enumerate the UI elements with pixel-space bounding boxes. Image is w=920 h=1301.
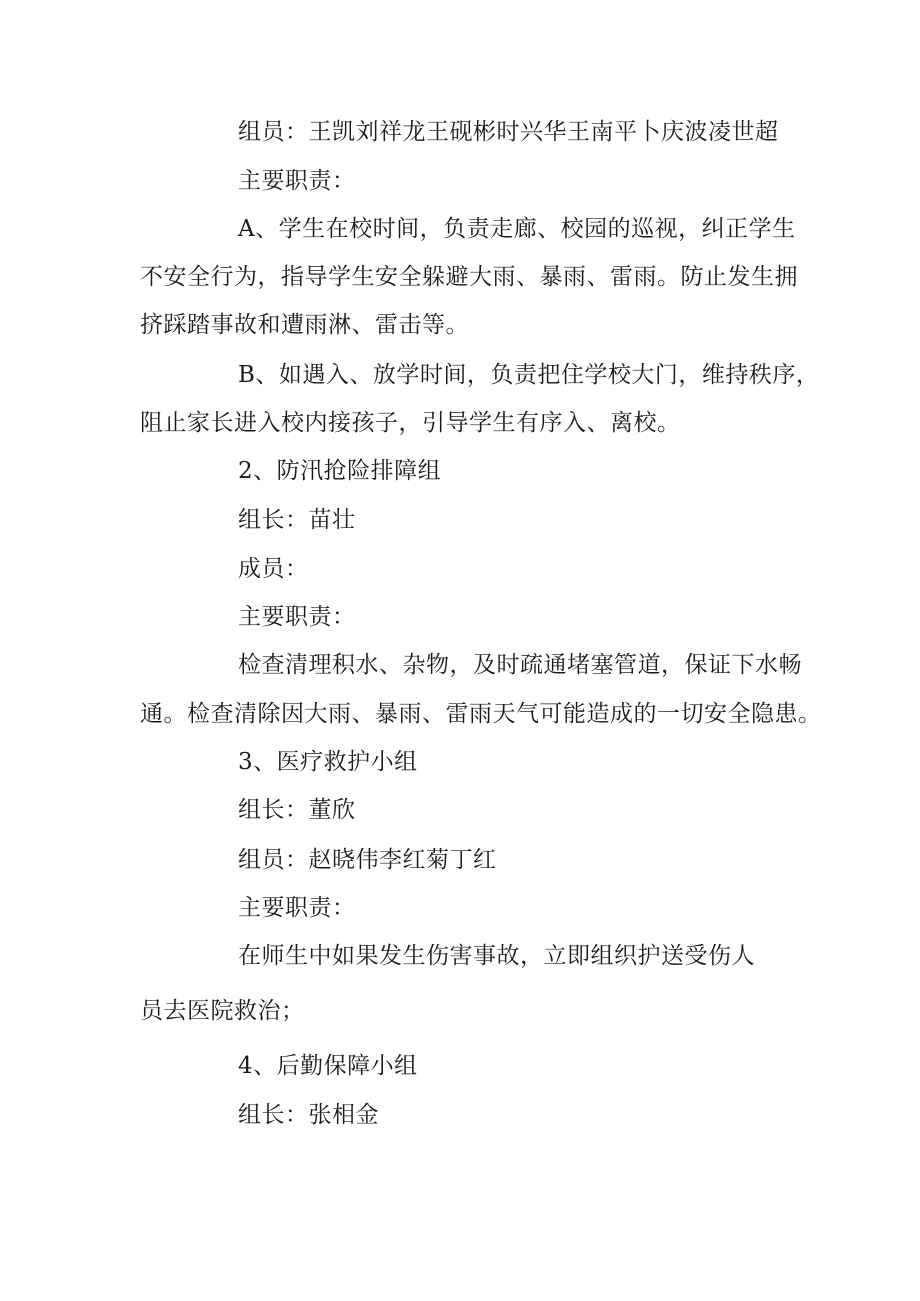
text-line-leader: 组长：董欣 bbox=[238, 797, 356, 823]
text-line-duties-heading: 主要职责： bbox=[238, 895, 356, 921]
text-line-members: 组员：王凯刘祥龙王砚彬时兴华王南平卜庆波凌世超 bbox=[238, 119, 779, 145]
text-line-duty-cont: 通。检查清除因大雨、暴雨、雷雨天气可能造成的一切安全隐患。 bbox=[140, 701, 822, 727]
text-line-leader: 组长：苗壮 bbox=[238, 507, 356, 533]
text-line-duty-a-cont: 不安全行为，指导学生安全躲避大雨、暴雨、雷雨。防止发生拥 bbox=[140, 264, 798, 290]
text-line-members: 组员：赵晓伟李红菊丁红 bbox=[238, 847, 497, 873]
text-line-duties-heading: 主要职责： bbox=[238, 604, 356, 630]
section-heading-flood: 2、防汛抢险排障组 bbox=[238, 458, 442, 484]
text-line-duty-a-cont: 挤踩踏事故和遭雨淋、雷击等。 bbox=[140, 312, 469, 338]
text-line-duty-b-cont: 阻止家长进入校内接孩子，引导学生有序入、离校。 bbox=[140, 410, 681, 436]
text-line-duty-a: A、学生在校时间，负责走廊、校园的巡视，纠正学生 bbox=[238, 216, 796, 242]
text-line-duty: 检查清理积水、杂物，及时疏通堵塞管道，保证下水畅 bbox=[238, 652, 802, 678]
text-line-duties-heading: 主要职责： bbox=[238, 168, 356, 194]
text-line-duty-b: B、如遇入、放学时间，负责把住学校大门，维持秩序， bbox=[238, 362, 820, 388]
section-heading-medical: 3、医疗救护小组 bbox=[238, 749, 418, 775]
text-line-duty-cont: 员去医院救治； bbox=[140, 998, 305, 1024]
section-heading-logistics: 4、后勤保障小组 bbox=[238, 1053, 418, 1079]
text-line-members: 成员： bbox=[238, 556, 309, 582]
text-line-duty: 在师生中如果发生伤害事故，立即组织护送受伤人 bbox=[238, 943, 755, 969]
text-line-leader: 组长：张相金 bbox=[238, 1102, 379, 1128]
